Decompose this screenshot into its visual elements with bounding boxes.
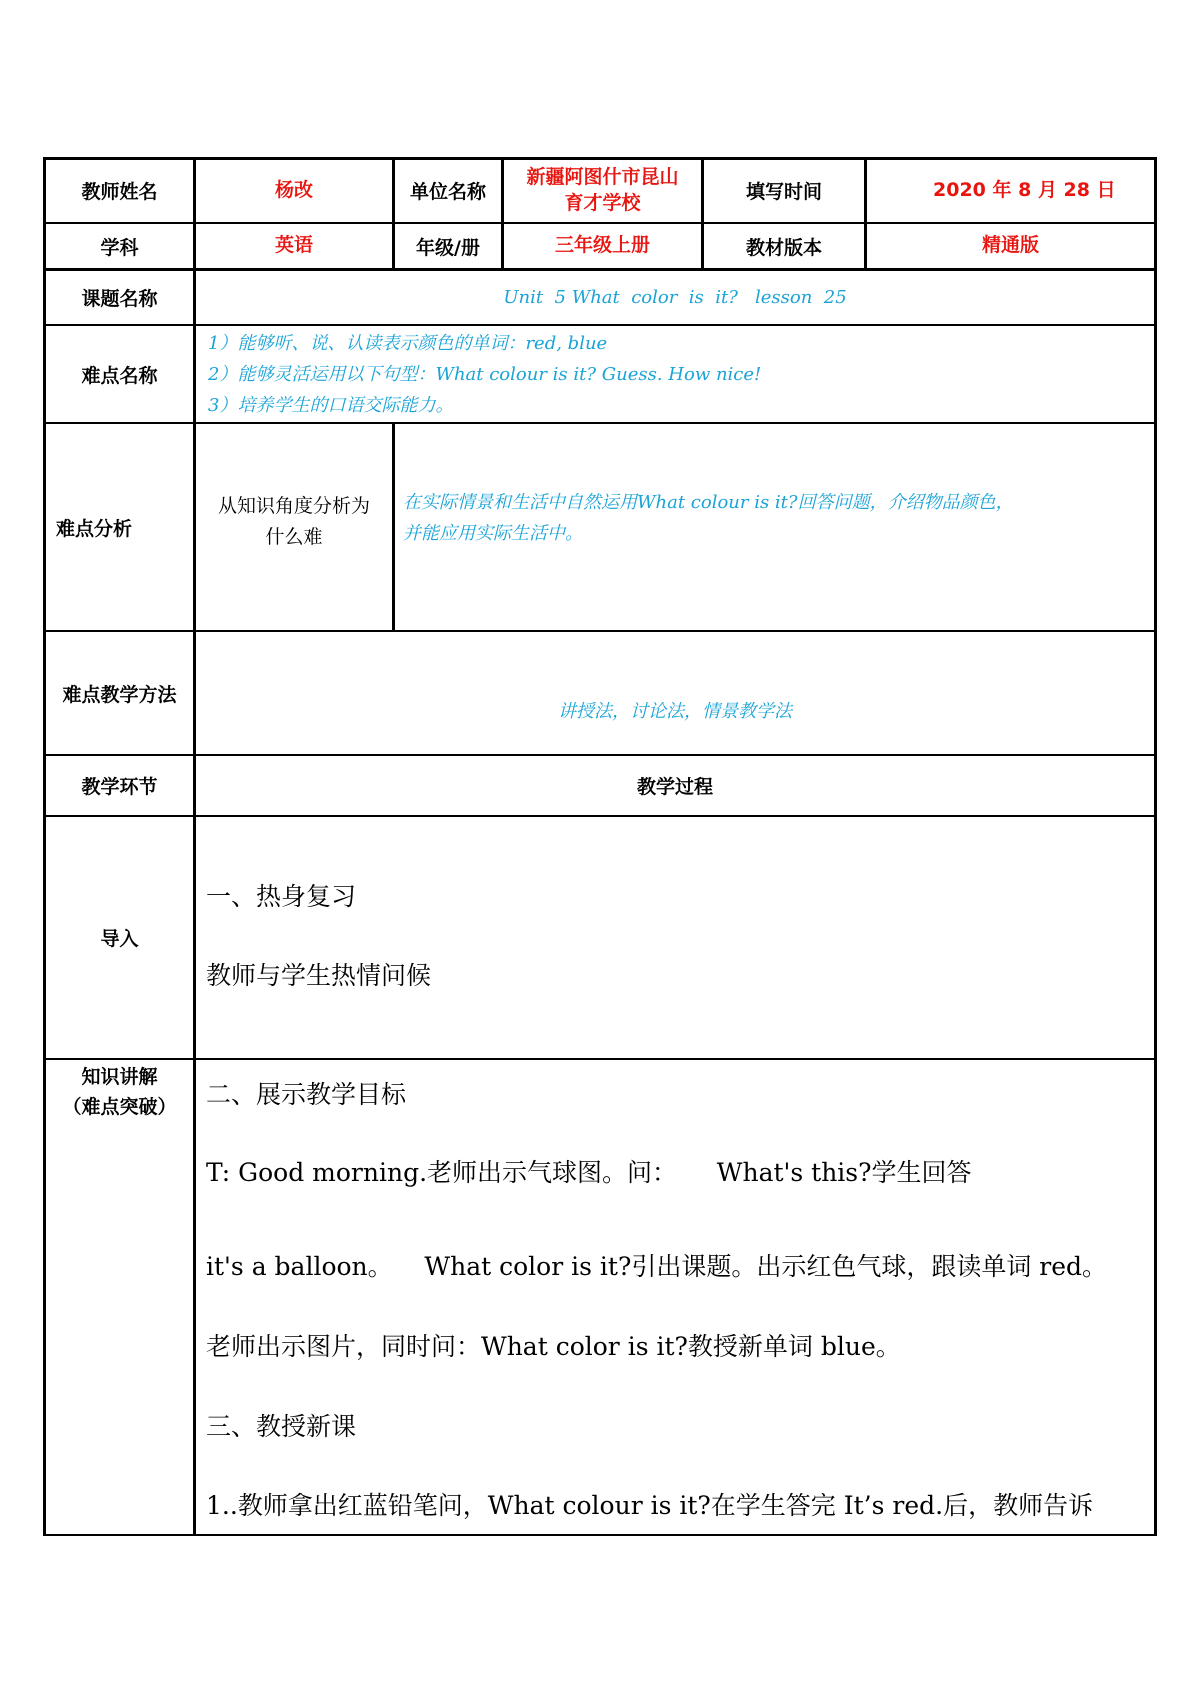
row-divider [43, 1058, 1157, 1060]
grade-value: 三年级上册 [554, 234, 650, 257]
table-border-bottom [43, 1534, 1157, 1536]
difficulty-item: 3）培养学生的口语交际能力。 [208, 395, 454, 416]
analysis-text [403, 487, 1148, 549]
topic-value: Unit 5 What color is it? lesson 25 [503, 287, 847, 308]
teacher-name-label: 教师姓名 [81, 181, 158, 203]
subject-label: 学科 [100, 236, 139, 259]
lesson-plan-table [43, 157, 1157, 1536]
knowledge-line: it's a balloon。 What color is it?引出课题。出示红色气球，跟读单词 red。 [206, 1252, 1108, 1281]
date-value: 2020 年 8 月 28 日 [933, 178, 1116, 201]
grade-label: 年级/册 [416, 236, 480, 259]
knowledge-label [46, 1062, 193, 1122]
analysis-text-line2: 并能应用实际生活中。 [403, 523, 583, 544]
date-label: 填写时间 [745, 181, 822, 203]
intro-heading: 一、热身复习 [206, 882, 357, 911]
analysis-sub-line2: 什么难 [265, 526, 323, 548]
edition-label: 教材版本 [745, 236, 822, 259]
knowledge-label-line2: （难点突破） [62, 1096, 177, 1118]
difficulty-label: 难点名称 [81, 364, 158, 387]
knowledge-line: 二、展示教学目标 [206, 1080, 407, 1109]
column-divider [193, 157, 196, 1536]
analysis-sub-label [196, 424, 392, 630]
intro-label: 导入 [100, 928, 139, 950]
analysis-sub-line1: 从知识角度分析为 [217, 495, 370, 517]
intro-text: 教师与学生热情问候 [206, 961, 432, 990]
edition-value: 精通版 [981, 234, 1039, 257]
unit-value [504, 159, 701, 222]
difficulty-item: 2）能够灵活运用以下句型：What colour is it? Guess. How nice! [208, 364, 762, 385]
table-border-right [1154, 157, 1157, 1536]
column-divider [392, 422, 395, 630]
row-divider [43, 815, 1157, 817]
subject-value: 英语 [274, 234, 313, 257]
knowledge-label-line1: 知识讲解 [81, 1066, 158, 1088]
stage-header: 教学环节 [81, 776, 158, 798]
knowledge-line: T: Good morning.老师出示气球图。问： What's this?学生回答 [206, 1158, 972, 1187]
analysis-label: 难点分析 [56, 517, 133, 540]
analysis-text-line1: 在实际情景和生活中自然运用What colour is it?回答问题，介绍物品颜色， [403, 492, 1014, 513]
row-divider [43, 630, 1157, 632]
teacher-name-value: 杨改 [274, 178, 313, 201]
method-value: 讲授法，讨论法，情景教学法 [558, 701, 792, 722]
knowledge-line: 三、教授新课 [206, 1412, 357, 1441]
unit-value-line2: 育才学校 [564, 191, 641, 214]
unit-value-line1: 新疆阿图什市昆山 [526, 165, 679, 188]
process-header: 教学过程 [636, 776, 713, 798]
difficulty-list [208, 328, 1148, 420]
knowledge-line: 1..教师拿出红蓝铅笔问，What colour is it?在学生答完 It’s red.后，教师告诉 [206, 1491, 1094, 1520]
method-label: 难点教学方法 [62, 683, 177, 706]
knowledge-line: 老师出示图片，同时问：What color is it?教授新单词 blue。 [206, 1332, 901, 1361]
topic-label: 课题名称 [81, 288, 158, 310]
unit-label: 单位名称 [409, 181, 486, 203]
row-divider [43, 324, 1157, 326]
difficulty-item: 1）能够听、说、认读表示颜色的单词：red, blue [208, 333, 608, 354]
